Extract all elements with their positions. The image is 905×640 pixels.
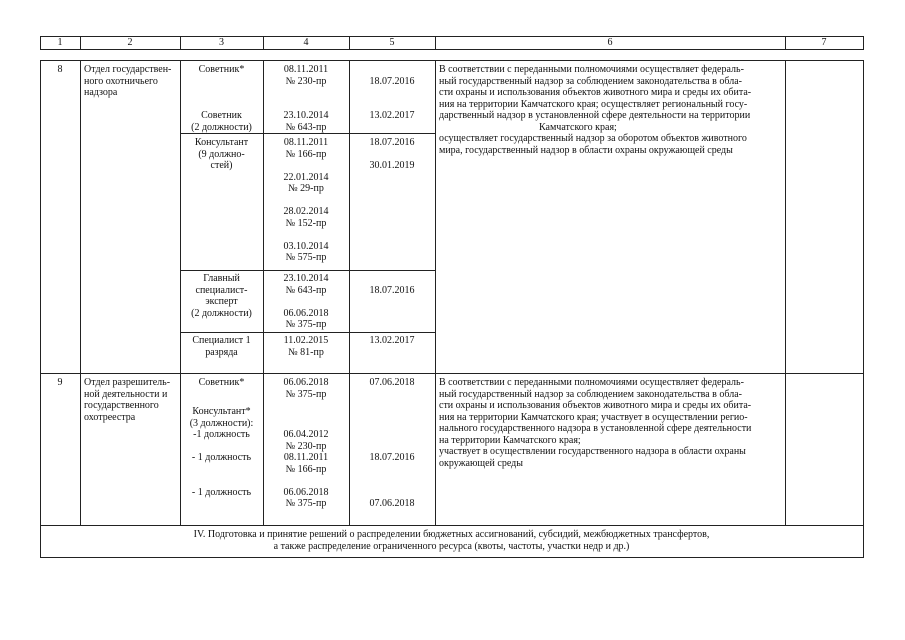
row-8-position-group-4: Специалист 1 разряда	[192, 335, 251, 358]
row-8-dates-group-3: 23.10.2014 № 643-пр 06.06.2018 № 375-пр	[283, 273, 329, 330]
row-8-number: 8	[57, 64, 63, 75]
row-8-until-group-4: 13.02.2017	[369, 335, 415, 346]
body-top-border	[40, 60, 864, 61]
header-bottom-border	[40, 49, 864, 50]
row-9-until: 07.06.2018 18.07.2016 07.06.2018	[369, 377, 415, 509]
header-col-border	[863, 36, 864, 50]
subgroup-separator	[180, 270, 435, 271]
body-bottom-border	[40, 557, 864, 558]
header-col-2: 2	[127, 37, 133, 48]
col-border	[435, 60, 436, 526]
row-8-dates-group-1: 08.11.2011 № 230-пр 23.10.2014 № 643-пр	[283, 64, 329, 133]
row-9-dates: 06.06.2018 № 375-пр 06.04.2012 № 230-пр 08.11.2011 № 166-пр 06.06.2018 № 375-пр	[283, 377, 329, 509]
row-8-department: Отдел государствен- ного охотничьего надзора	[84, 64, 172, 98]
col-border	[785, 60, 786, 526]
col-border	[80, 60, 81, 526]
section-top-border	[40, 525, 864, 526]
header-col-4: 4	[303, 37, 309, 48]
row-8-until-group-2: 18.07.2016 30.01.2019	[369, 137, 415, 171]
row-8-description: В соответствии с переданными полномочиями осуществляет федераль- ный государственный надзор за соблюдением законодательства в обла- сти охраны и использования объектов животного мира и среды их обита- ния на территории Камчатского края; осуществляет региональный госу- дарственный надзор в установленной сфере деятельности на территории Камчатского края; осуществляет государственный надзор за оборотом объектов животного мира, государственный надзор в области охраны окружающей среды	[439, 64, 752, 156]
row-8-position-group-1: Советник* Советник (2 должности)	[191, 64, 252, 133]
row-9-position: Советник* Консультант* (3 должности): -1 должность - 1 должность - 1 должность	[189, 377, 254, 498]
section-iv-title: IV. Подготовка и принятие решений о распределении бюджетных ассигнований, субсидий, межбюджетных трансфертов, а также распределение ограниченного ресурса (квоты, частоты, участки недр и др.)	[193, 529, 710, 552]
table-right-border	[863, 60, 864, 558]
row-separator	[40, 373, 864, 374]
header-col-6: 6	[607, 37, 613, 48]
row-8-position-group-2: Консультант (9 должно- стей)	[194, 137, 249, 171]
subgroup-separator	[180, 332, 435, 333]
subgroup-separator	[180, 133, 435, 134]
header-col-1: 1	[57, 37, 63, 48]
row-8-dates-group-4: 11.02.2015 № 81-пр	[283, 335, 329, 358]
table-left-border	[40, 60, 41, 558]
row-8-until-group-1: 18.07.2016 13.02.2017	[369, 75, 415, 121]
header-col-5: 5	[389, 37, 395, 48]
row-9-number: 9	[57, 377, 63, 388]
row-8-until-group-3: 18.07.2016	[369, 284, 415, 296]
row-8-position-group-3: Главный специалист- эксперт (2 должности)	[191, 273, 252, 319]
row-9-description: В соответствии с переданными полномочиями осуществляет федераль- ный государственный надзор за соблюдением законодательства в обла- сти охраны и использования объектов животного мира и среды их обита- ния на территории Камчатского края; участвует в осуществлении регио- нального государственного надзора в установленной сфере деятельности на территории Камчатского края; участвует в осуществлении государственного надзора в области охраны окружающей среды	[439, 377, 752, 469]
header-col-3: 3	[219, 37, 224, 48]
header-col-7: 7	[821, 37, 827, 48]
row-8-dates-group-2: 08.11.2011 № 166-пр 22.01.2014 № 29-пр 28.02.2014 № 152-пр 03.10.2014 № 575-пр	[283, 137, 329, 263]
row-9-department: Отдел разрешитель- ной деятельности и государственного охотреестра	[84, 377, 171, 423]
